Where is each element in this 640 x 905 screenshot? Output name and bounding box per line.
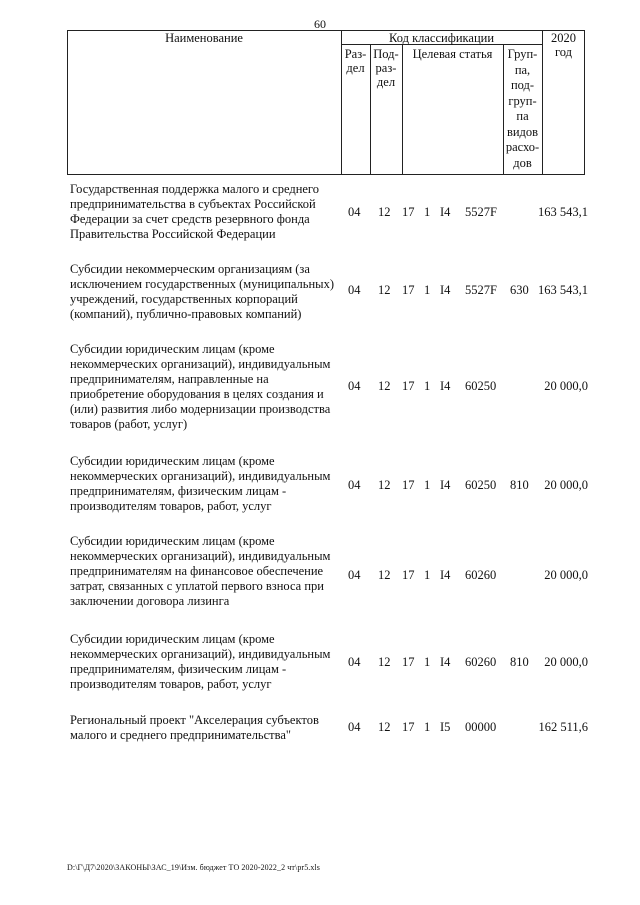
cell-cs-program: 17 (402, 379, 415, 393)
cell-cs-program: 17 (402, 283, 415, 297)
header-target-article: Целевая статья (412, 47, 493, 61)
cell-razdel: 04 (348, 655, 361, 669)
cell-razdel: 04 (348, 379, 361, 393)
cell-cs-program: 17 (402, 720, 415, 734)
cell-amount: 163 543,1 (538, 205, 588, 219)
header-razdel: Раз- дел (344, 47, 367, 75)
cell-cs-direction: 60260 (465, 568, 497, 582)
cell-razdel: 04 (348, 283, 361, 297)
row-name: Субсидии юридическим лицам (кроме некоммерческих организаций), индивидуальным предпринимателям на финансовое обеспечение затрат, связанных с уплатой первого взноса при заключении договора лизинга (70, 534, 331, 608)
cell-amount: 20 000,0 (544, 379, 588, 393)
cell-cs-project: I4 (440, 478, 451, 492)
cell-group: 630 (510, 283, 529, 297)
cell-podrazdel: 12 (378, 568, 391, 582)
header-podrazdel: Под- раз- дел (373, 47, 399, 89)
cell-razdel: 04 (348, 205, 361, 219)
header-name: Наименование (165, 31, 243, 45)
cell-group: 810 (510, 655, 529, 669)
cell-podrazdel: 12 (378, 655, 391, 669)
cell-cs-program: 17 (402, 655, 415, 669)
cell-group: 810 (510, 478, 529, 492)
header-year: 2020 год (551, 31, 576, 59)
cell-cs-project: I4 (440, 568, 451, 582)
cell-cs-program: 17 (402, 205, 415, 219)
row-name: Государственная поддержка малого и среднего предпринимательства в субъектах Российской Федерации за счет средств резервного фонда Правительства Российской Федерации (70, 182, 319, 241)
cell-razdel: 04 (348, 478, 361, 492)
cell-amount: 162 511,6 (538, 720, 588, 734)
cell-cs-program: 17 (402, 478, 415, 492)
cell-podrazdel: 12 (378, 205, 391, 219)
cell-cs-program: 17 (402, 568, 415, 582)
cell-cs-direction: 60250 (465, 478, 497, 492)
page-number: 60 (314, 17, 326, 31)
cell-cs-project: I4 (440, 283, 451, 297)
cell-podrazdel: 12 (378, 720, 391, 734)
cell-amount: 20 000,0 (544, 568, 588, 582)
row-name: Субсидии юридическим лицам (кроме некоммерческих организаций), индивидуальным предпринимателям, физическим лицам - производителям товаров, работ, услуг (70, 632, 331, 691)
cell-cs-direction: 5527F (465, 283, 497, 297)
cell-cs-project: I4 (440, 655, 451, 669)
header-code-group: Код классификации (388, 31, 495, 45)
cell-podrazdel: 12 (378, 379, 391, 393)
cell-cs-direction: 00000 (465, 720, 497, 734)
cell-cs-subprogram: 1 (424, 478, 431, 492)
cell-cs-subprogram: 1 (424, 283, 431, 297)
cell-cs-subprogram: 1 (424, 379, 431, 393)
row-name: Субсидии некоммерческим организациям (за исключением государственных (муниципальных) учреждений, государственных корпораций (компаний), публично-правовых компаний) (70, 262, 334, 321)
cell-cs-project: I4 (440, 379, 451, 393)
cell-amount: 163 543,1 (538, 283, 588, 297)
cell-cs-subprogram: 1 (424, 205, 431, 219)
cell-cs-direction: 5527F (465, 205, 497, 219)
row-name: Региональный проект "Акселерация субъектов малого и среднего предпринимательства" (70, 713, 319, 742)
row-name: Субсидии юридическим лицам (кроме некоммерческих организаций), индивидуальным предпринимателям, направленные на приобретение оборудования в целях создания и (или) развития либо модернизации производства товаров (работ, услуг) (70, 342, 331, 431)
cell-cs-direction: 60260 (465, 655, 497, 669)
cell-cs-subprogram: 1 (424, 568, 431, 582)
cell-cs-project: I5 (440, 720, 451, 734)
cell-razdel: 04 (348, 720, 361, 734)
file-path-footer: D:\Г\Д7\2020\ЗАКОНЫ\ЗАС_19\Изм. бюджет ТО 2020-2022_2 чт\pr5.xls (67, 863, 321, 872)
cell-cs-subprogram: 1 (424, 720, 431, 734)
header-expense-group: Груп- па, под- груп- па видов расхо- дов (505, 47, 540, 170)
cell-podrazdel: 12 (378, 283, 391, 297)
row-name: Субсидии юридическим лицам (кроме некоммерческих организаций), индивидуальным предпринимателям, физическим лицам - производителям товаров, работ, услуг (70, 454, 331, 513)
cell-amount: 20 000,0 (544, 655, 588, 669)
cell-razdel: 04 (348, 568, 361, 582)
cell-amount: 20 000,0 (544, 478, 588, 492)
cell-podrazdel: 12 (378, 478, 391, 492)
cell-cs-direction: 60250 (465, 379, 497, 393)
cell-cs-project: I4 (440, 205, 451, 219)
cell-cs-subprogram: 1 (424, 655, 431, 669)
